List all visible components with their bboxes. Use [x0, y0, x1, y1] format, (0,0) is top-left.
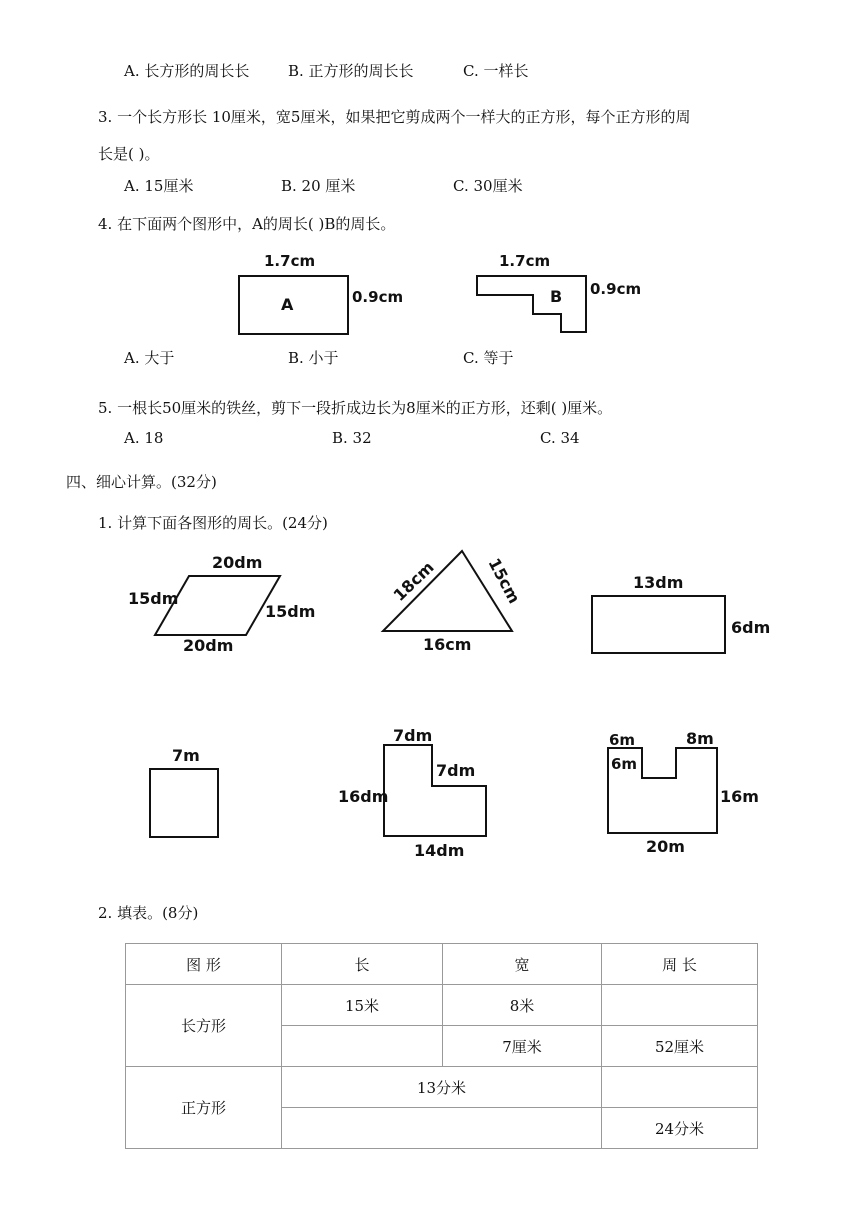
parallelogram-right-label: 15dm [265, 602, 316, 621]
q3-option-c: C. 30厘米 [453, 177, 523, 195]
figure-a-rect [239, 276, 348, 334]
table-cell-blank[interactable] [602, 985, 758, 1026]
q4-text: 4. 在下面两个图形中，A的周长( )B的周长。 [98, 215, 396, 233]
rectangle-figure [592, 573, 770, 653]
u-shape-inner-left-label: 6m [611, 755, 638, 773]
l-shape-bottom-label: 14dm [414, 841, 465, 860]
table-cell-blank[interactable] [282, 1108, 602, 1149]
figure-a-side-label: 0.9cm [352, 288, 404, 306]
table-header-length: 长 [282, 944, 443, 985]
q2-option-a: A. 长方形的周长长 [124, 62, 250, 80]
q5-option-c: C. 34 [540, 429, 580, 447]
figure-a-letter: A [281, 295, 294, 314]
figure-b-shape [477, 276, 586, 332]
table-row [126, 985, 758, 1026]
figure-b-side-label: 0.9cm [590, 280, 642, 298]
table-cell: 7厘米 [443, 1026, 602, 1067]
l-shape-top-label: 7dm [393, 726, 433, 745]
triangle-left-label: 18cm [389, 557, 438, 605]
table-cell: 13分米 [282, 1067, 602, 1108]
table-cell-square-label: 正方形 [126, 1067, 282, 1149]
l-shape-left-label: 16dm [338, 787, 389, 806]
figure-b-top-label: 1.7cm [499, 252, 551, 270]
table-header-row [126, 944, 758, 985]
table-cell-blank[interactable] [602, 1067, 758, 1108]
table-cell: 52厘米 [602, 1026, 758, 1067]
u-shape-right-label: 16m [720, 787, 759, 806]
q4-option-c: C. 等于 [463, 349, 514, 367]
section-4-q1-title: 1. 计算下面各图形的周长。(24分) [98, 514, 328, 532]
rectangle-top-label: 13dm [633, 573, 684, 592]
fill-in-table [125, 943, 758, 1149]
q4-option-b: B. 小于 [288, 349, 339, 367]
table-header-perimeter: 周 长 [602, 944, 758, 985]
q5-text: 5. 一根长50厘米的铁丝，剪下一段折成边长为8厘米的正方形，还剩( )厘米。 [98, 399, 613, 417]
l-shape-figure [338, 726, 486, 860]
u-shape-top-right-label: 8m [686, 729, 714, 748]
q3-text-line1: 3. 一个长方形长 10厘米，宽5厘米，如果把它剪成两个一样大的正方形，每个正方形的周 [98, 108, 691, 126]
q4-figures [0, 0, 860, 460]
square-figure [150, 746, 218, 837]
l-shape-inner-label: 7dm [436, 761, 476, 780]
u-shape-top-left-label: 6m [609, 731, 636, 749]
table-cell-rect-label: 长方形 [126, 985, 282, 1067]
table-cell: 15米 [282, 985, 443, 1026]
triangle-right-label: 15cm [484, 554, 524, 607]
perimeter-figures [0, 540, 860, 870]
figure-a-top-label: 1.7cm [264, 252, 316, 270]
figure-b [477, 252, 641, 332]
q4-option-a: A. 大于 [124, 349, 175, 367]
section-4-q2-title: 2. 填表。(8分) [98, 904, 199, 922]
section-4-title: 四、细心计算。(32分) [66, 473, 217, 491]
table-cell-blank[interactable] [282, 1026, 443, 1067]
q3-option-b: B. 20 厘米 [281, 177, 356, 195]
figure-b-letter: B [550, 287, 563, 306]
table-header-width: 宽 [443, 944, 602, 985]
rectangle-right-label: 6dm [731, 618, 771, 637]
table-header-shape: 图 形 [126, 944, 282, 985]
q2-option-b: B. 正方形的周长长 [288, 62, 414, 80]
triangle-bottom-label: 16cm [423, 635, 472, 654]
u-shape-figure [608, 729, 759, 856]
q3-option-a: A. 15厘米 [124, 177, 194, 195]
parallelogram-top-label: 20dm [212, 553, 263, 572]
table-cell: 24分米 [602, 1108, 758, 1149]
triangle-figure [383, 551, 524, 654]
q2-option-c: C. 一样长 [463, 62, 529, 80]
figure-a [239, 252, 403, 334]
q5-option-b: B. 32 [332, 429, 372, 447]
square-top-label: 7m [172, 746, 200, 765]
table-cell: 8米 [443, 985, 602, 1026]
u-shape-bottom-label: 20m [646, 837, 685, 856]
q3-text-line2: 长是( )。 [98, 145, 160, 163]
q5-option-a: A. 18 [124, 429, 164, 447]
table-row [126, 1067, 758, 1108]
parallelogram-figure [128, 553, 315, 655]
parallelogram-bottom-label: 20dm [183, 636, 234, 655]
parallelogram-left-label: 15dm [128, 589, 179, 608]
